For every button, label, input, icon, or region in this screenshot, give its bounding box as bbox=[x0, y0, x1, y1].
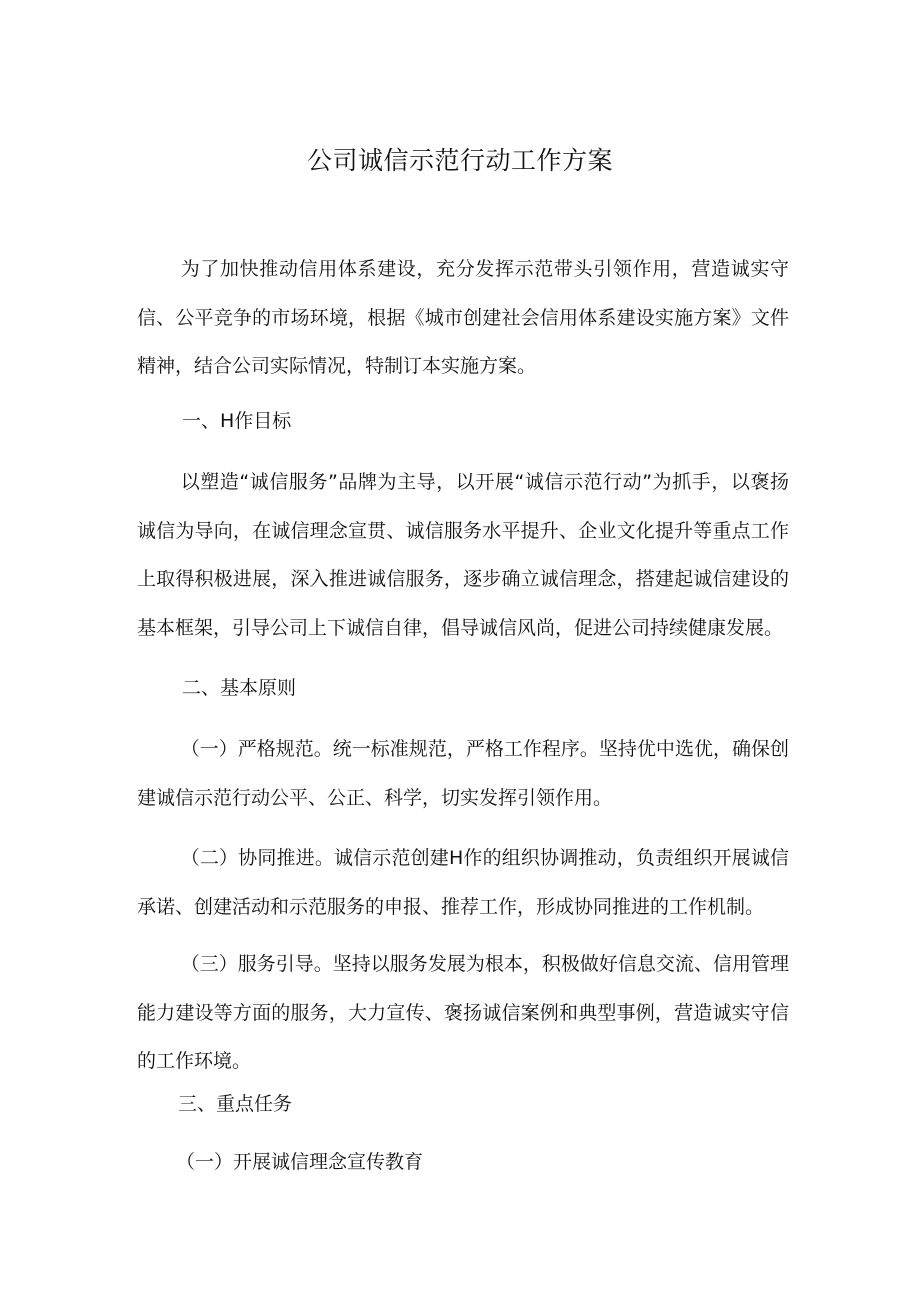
document-title: 公司诚信示范行动工作方案 bbox=[306, 146, 613, 175]
subsection-heading-education: （一）开展诚信理念宣传教育 bbox=[176, 1151, 424, 1173]
principle-item-3: （三）服务引导。坚持以服务发展为根本，积极做好信息交流、信用管理能力建设等方面的服务，大力宣传、褒扬诚信案例和典型事例，营造诚实守信的工作环境。 bbox=[137, 953, 789, 1072]
intro-paragraph: 为了加快推动信用体系建设，充分发挥示范带头引领作用，营造诚实守信、公平竞争的市场环境，根据《城市创建社会信用体系建设实施方案》文件精神，结合公司实际情况，特制订本实施方案。 bbox=[137, 258, 789, 377]
principle-item-2: （二）协同推进。诚信示范创建H作的组织协调推动，负责组织开展诚信承诺、创建活动和示范服务的申报、推荐工作，形成协同推进的工作机制。 bbox=[137, 847, 789, 918]
section-heading-principles: 二、基本原则 bbox=[182, 677, 297, 699]
section-heading-tasks: 三、重点任务 bbox=[178, 1093, 293, 1115]
goals-paragraph: 以塑造“诚信服务”品牌为主导，以开展“诚信示范行动”为抓手，以褒扬诚信为导向，在诚信理念宣贯、诚信服务水平提升、企业文化提升等重点工作上取得积极进展，深入推进诚信服务，逐步确立诚信理念，搭建起诚信建设的基本框架，引导公司上下诚信自律，倡导诚信风尚，促进公司持续健康发展。 bbox=[137, 471, 789, 639]
principle-item-1: （一）严格规范。统一标准规范，严格工作程序。坚持优中选优，确保创建诚信示范行动公平、公正、科学，切实发挥引领作用。 bbox=[137, 738, 789, 809]
section-heading-goals: 一、H作目标 bbox=[182, 410, 292, 432]
